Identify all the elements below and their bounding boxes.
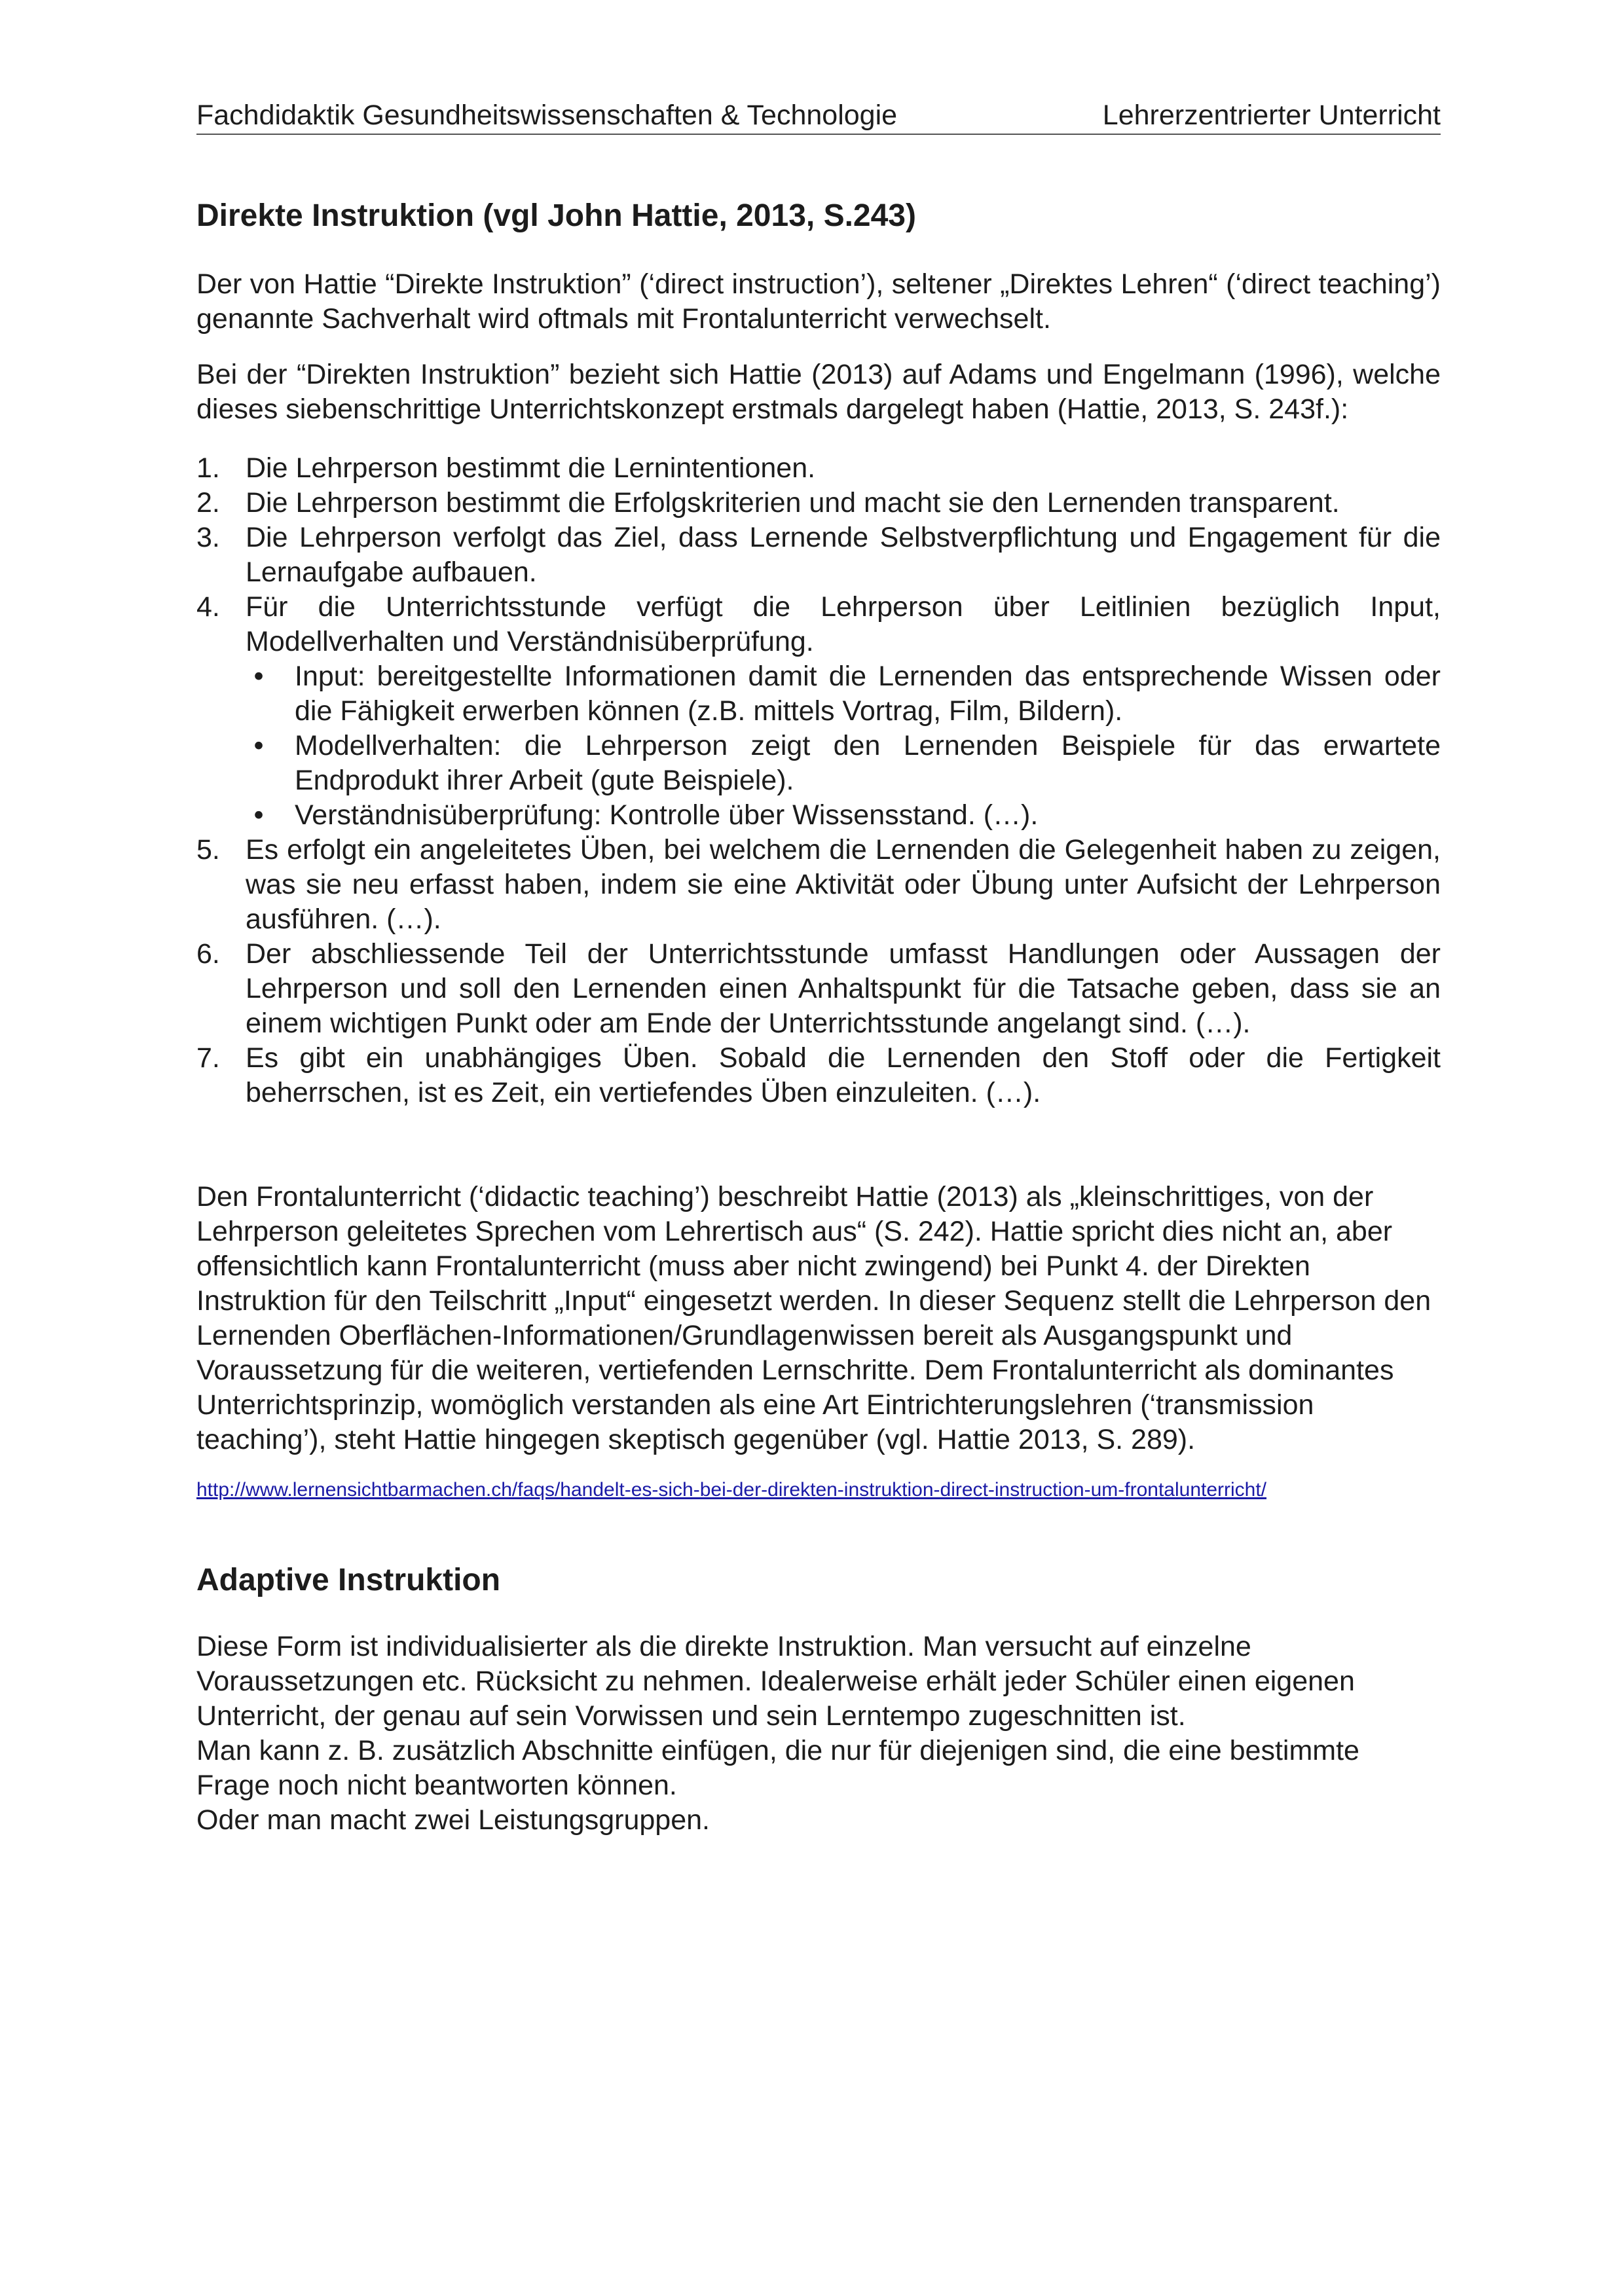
- paragraph-adaptive-example: Man kann z. B. zusätzlich Abschnitte einfügen, die nur für diejenigen sind, die eine bestimmte Frage noch nicht beantworten können.: [196, 1735, 1359, 1801]
- source-link[interactable]: http://www.lernensichtbarmachen.ch/faqs/handelt-es-sich-bei-der-direkten-instruktion-direct-instruction-um-frontalunterricht/: [196, 1479, 1267, 1501]
- page-header: [196, 98, 1441, 135]
- list-item-step-3: 3. Die Lehrperson verfolgt das Ziel, dass Lernende Selbstverpflichtung und Engagement für die Lernaufgabe aufbauen.: [196, 522, 1441, 588]
- bullet-item-modellverhalten: • Modellverhalten: die Lehrperson zeigt den Lernenden Beispiele für das erwartete Endprodukt ihrer Arbeit (gute Beispiele).: [253, 730, 1441, 796]
- list-item-step-7: 7. Es gibt ein unabhängiges Üben. Sobald die Lernenden den Stoff oder die Fertigkeit beherrschen, ist es Zeit, ein vertiefendes Üben einzuleiten. (…).: [196, 1042, 1441, 1108]
- paragraph-adaptive-groups: Oder man macht zwei Leistungsgruppen.: [196, 1804, 710, 1836]
- bullet-item-verstaendnis: • Verständnisüberprüfung: Kontrolle über Wissensstand. (…).: [253, 799, 1039, 831]
- section-title-direkte-instruktion: Direkte Instruktion (vgl John Hattie, 2013, S.243): [196, 198, 916, 233]
- paragraph-adaptive-intro: Diese Form ist individualisierter als die direkte Instruktion. Man versucht auf einzelne Voraussetzungen etc. Rücksicht zu nehmen. Idealerweise erhält jeder Schüler einen eigenen Unterricht, der genau auf sein Vorwissen und sein Lerntempo zugeschnitten ist.: [196, 1631, 1355, 1732]
- list-item-step-2: 2. Die Lehrperson bestimmt die Erfolgskriterien und macht sie den Lernenden transparent.: [196, 487, 1340, 519]
- list-item-step-1: 1. Die Lehrperson bestimmt die Lernintentionen.: [196, 452, 816, 484]
- section-title-adaptive-instruktion: Adaptive Instruktion: [196, 1563, 501, 1597]
- source-link-container: [196, 1477, 1441, 1503]
- list-item-step-4: 4. Für die Unterrichtsstunde verfügt die Lehrperson über Leitlinien bezüglich Input, Modellverhalten und Verständnisüberprüfung. • Input: bereitgestellte Informationen damit die Lernenden das entsprechende Wissen oder die Fähigkeit erwerben können (z.B. mittels Vortrag, Film, Bildern). • Modellverhalten: die Lehrperson zeigt den Lernenden Beispiele für das erwartete Endprodukt ihrer Arbeit (gute Beispiele). • Verständnisüberprüfung: Kontrolle über Wissensstand. (…).: [196, 590, 1441, 833]
- paragraph-intro: Der von Hattie “Direkte Instruktion” (‘direct instruction’), seltener „Direktes Lehren“ (‘direct teaching’) genannte Sachverhalt wird oftmals mit Frontalunterricht verwechselt.: [196, 268, 1441, 335]
- paragraph-frontalunterricht: Den Frontalunterricht (‘didactic teaching’) beschreibt Hattie (2013) als „kleinschrittiges, von der Lehrperson geleitetes Sprechen vom Lehrertisch aus“ (S. 242). Hattie spricht dies nicht an, aber offensichtlich kann Frontalunterricht (muss aber nicht zwingend) bei Punkt 4. der Direkten Instruktion für den Teilschritt „Input“ eingesetzt werden. In dieser Sequenz stellt die Lehrperson den Lernenden Oberflächen-Informationen/Grundlagenwissen bereit als Ausgangspunkt und Voraussetzung für die weiteren, vertiefenden Lernschritte. Dem Frontalunterricht als dominantes Unterrichtsprinzip, womöglich verstanden als eine Art Eintrichterungslehren (‘transmission teaching’), steht Hattie hingegen skeptisch gegenüber (vgl. Hattie 2013, S. 289).: [196, 1181, 1431, 1455]
- paragraph-adams-engelmann: Bei der “Direkten Instruktion” bezieht sich Hattie (2013) auf Adams und Engelmann (1996), welche dieses siebenschrittige Unterrichtskonzept erstmals dargelegt haben (Hattie, 2013, S. 243f.):: [196, 359, 1441, 425]
- bullet-item-input: • Input: bereitgestellte Informationen damit die Lernenden das entsprechende Wissen oder die Fähigkeit erwerben können (z.B. mittels Vortrag, Film, Bildern).: [253, 661, 1441, 727]
- header-topic: Lehrerzentrierter Unterricht: [1102, 100, 1441, 131]
- header-course-title: Fachdidaktik Gesundheitswissenschaften & Technologie: [196, 100, 898, 131]
- steps-list: [196, 451, 1441, 1110]
- page-content: [196, 196, 1441, 1838]
- list-item-step-6: 6. Der abschliessende Teil der Unterrichtsstunde umfasst Handlungen oder Aussagen der Lehrperson und soll den Lernenden einen Anhaltspunkt für die Tatsache geben, dass sie an einem wichtigen Punkt oder am Ende der Unterrichtsstunde angelangt sind. (…).: [196, 938, 1441, 1039]
- list-item-step-5: 5. Es erfolgt ein angeleitetes Üben, bei welchem die Lernenden die Gelegenheit haben zu zeigen, was sie neu erfasst haben, indem sie eine Aktivität oder Übung unter Aufsicht der Lehrperson ausführen. (…).: [196, 834, 1441, 935]
- step-4-sublist: [196, 659, 1441, 833]
